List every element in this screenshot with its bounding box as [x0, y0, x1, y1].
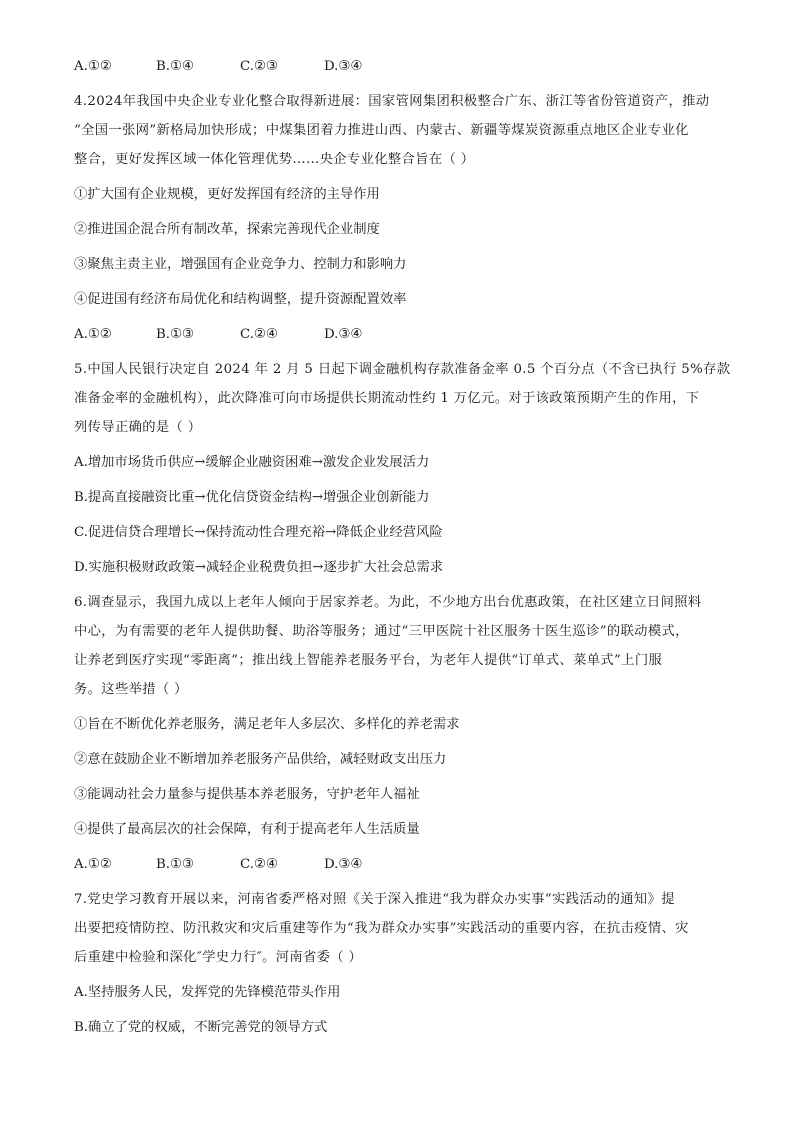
q6-statement: ①旨在不断优化养老服务，满足老年人多层次、多样化的养老需求	[74, 717, 460, 732]
q4-stem-line: “全国一张网”新格局加快形成；中煤集团着力推进山西、内蒙古、新疆等煤炭资源重点地区企业专业化	[74, 123, 689, 138]
q6-option-c[interactable]: C.②④	[240, 857, 278, 872]
q6-statement: ②意在鼓励企业不断增加养老服务产品供给，减轻财政支出压力	[74, 752, 447, 767]
q4-statement: ③聚焦主责主业，增强国有企业竞争力、控制力和影响力	[74, 257, 407, 272]
q4-stem-line: 整合，更好发挥区域一体化管理优势……央企专业化整合旨在（ ）	[74, 152, 475, 167]
q6-option-d[interactable]: D.③④	[324, 857, 363, 872]
q3-option-a[interactable]: A.①②	[74, 59, 112, 74]
q4-stem-line: 4.2024年我国中央企业专业化整合取得新进展：国家管网集团积极整合广东、浙江等省份管道资产，推动	[74, 94, 710, 109]
q6-stem-line: 务。这些举措（ ）	[74, 682, 188, 697]
q7-stem-line: 出要把疫情防控、防汛救灾和灾后重建等作为“我为群众办实事”实践活动的重要内容，在抗击疫情、灾	[74, 921, 689, 936]
q4-option-a[interactable]: A.①②	[74, 327, 112, 342]
q3-option-d[interactable]: D.③④	[324, 59, 363, 74]
q4-option-d[interactable]: D.③④	[324, 327, 363, 342]
question-4	[74, 93, 726, 344]
q3-options	[74, 58, 726, 76]
q5-choice-a[interactable]: A.增加市场货币供应→缓解企业融资困难→激发企业发展活力	[74, 455, 430, 470]
q7-choice-a[interactable]: A.坚持服务人民，发挥党的先锋模范带头作用	[74, 985, 341, 1000]
q3-option-c[interactable]: C.②③	[240, 59, 278, 74]
exam-page	[74, 58, 731, 1037]
question-5	[74, 361, 731, 577]
q6-option-b[interactable]: B.①③	[156, 857, 194, 872]
q6-statement: ④提供了最高层次的社会保障，有利于提高老年人生活质量	[74, 822, 420, 837]
q5-choice-d[interactable]: D.实施积极财政政策→减轻企业税费负担→逐步扩大社会总需求	[74, 560, 444, 575]
q7-stem-line: 7.党史学习教育开展以来，河南省委严格对照《关于深入推进“我为群众办实事”实践活动的通知》提	[74, 892, 675, 907]
q4-option-b[interactable]: B.①③	[156, 327, 194, 342]
q4-statement: ②推进国企混合所有制改革，探索完善现代企业制度	[74, 222, 380, 237]
q6-options	[74, 856, 726, 874]
question-6	[74, 594, 726, 874]
q4-statement: ④促进国有经济布局优化和结构调整，提升资源配置效率	[74, 292, 407, 307]
q4-options	[74, 326, 726, 344]
q4-option-c[interactable]: C.②④	[240, 327, 278, 342]
q3-option-b[interactable]: B.①④	[156, 59, 194, 74]
q5-choice-c[interactable]: C.促进信贷合理增长→保持流动性合理充裕→降低企业经营风险	[74, 525, 443, 540]
q6-stem-line: 6.调查显示，我国九成以上老年人倾向于居家养老。为此，不少地方出台优惠政策，在社区建立日间照料	[74, 595, 702, 610]
q6-statement: ③能调动社会力量参与提供基本养老服务，守护老年人福祉	[74, 787, 420, 802]
q7-stem-line: 后重建中检验和深化″学史力行″。河南省委（ ）	[74, 950, 363, 965]
q6-stem-line: 中心，为有需要的老年人提供助餐、助浴等服务；通过“三甲医院十社区服务十医生巡诊”的联动模式，	[74, 624, 689, 639]
q4-statement: ①扩大国有企业规模，更好发挥国有经济的主导作用	[74, 187, 380, 202]
q5-stem-line: 列传导正确的是（ ）	[74, 420, 202, 435]
q7-choice-b[interactable]: B.确立了党的权威，不断完善党的领导方式	[74, 1020, 328, 1035]
q5-stem-line: 准备金率的金融机构），此次降准可向市场提供长期流动性约 1 万亿元。对于该政策预期产生的作用，下	[74, 391, 700, 406]
question-7	[74, 891, 726, 1037]
q5-stem-line: 5.中国人民银行决定自 2024 年 2 月 5 日起下调金融机构存款准备金率 0.5 个百分点（不含已执行 5%存款	[74, 362, 731, 377]
q6-stem-line: 让养老到医疗实现“零距离”；推出线上智能养老服务平台，为老年人提供“订单式、菜单式”上门服	[74, 653, 663, 668]
q5-choice-b[interactable]: B.提高直接融资比重→优化信贷资金结构→增强企业创新能力	[74, 490, 430, 505]
q6-option-a[interactable]: A.①②	[74, 857, 112, 872]
